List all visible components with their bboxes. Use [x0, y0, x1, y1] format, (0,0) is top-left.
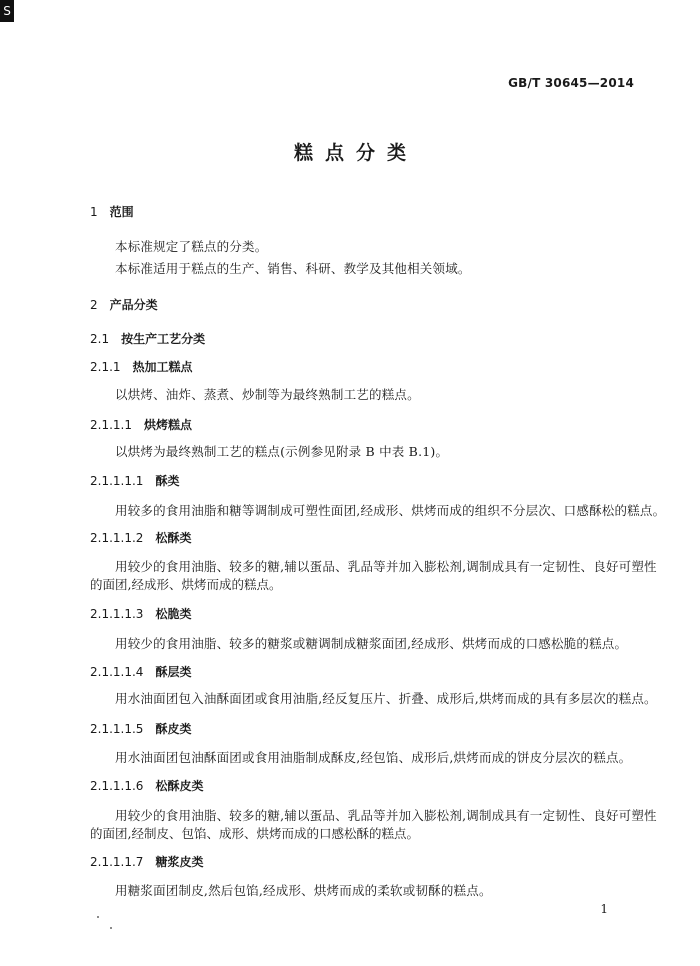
section-heading [90, 473, 179, 489]
paragraph: 以烘烤为最终熟制工艺的糕点(示例参见附录 B 中表 B.1)。 [115, 444, 449, 459]
paragraph: 用水油面团包入油酥面团或食用油脂,经反复压片、折叠、成形后,烘烤而成的具有多层次的糕点。 [115, 691, 657, 706]
section-title: 热加工糕点 [132, 360, 193, 374]
corner-badge: S [0, 0, 14, 22]
section-title: 按生产工艺分类 [121, 332, 206, 346]
paragraph-continuation: 的面团,经成形、烘烤而成的糕点。 [90, 577, 282, 592]
section-number: 2.1.1.1.4 [90, 665, 144, 679]
section-title: 糖浆皮类 [155, 855, 204, 869]
paragraph: 本标准规定了糕点的分类。 [115, 239, 268, 254]
section-number: 2.1.1.1 [90, 418, 132, 432]
section-title: 松脆类 [155, 607, 192, 621]
section-title: 酥皮类 [155, 722, 192, 736]
section-title: 烘烤糕点 [143, 418, 192, 432]
section-heading [90, 204, 134, 220]
scan-speck [110, 927, 112, 929]
section-title: 酥层类 [155, 665, 192, 679]
section-title: 酥类 [155, 474, 180, 488]
section-title: 产品分类 [109, 298, 158, 312]
section-number: 1 [90, 205, 98, 219]
section-heading [90, 778, 203, 794]
section-heading [90, 417, 192, 433]
paragraph: 用较少的食用油脂、较多的糖,辅以蛋品、乳品等并加入膨松剂,调制成具有一定韧性、良好可塑性 [115, 559, 657, 574]
paragraph: 以烘烤、油炸、蒸煮、炒制等为最终熟制工艺的糕点。 [115, 387, 420, 402]
section-heading [90, 664, 191, 680]
section-heading [90, 359, 193, 375]
standard-number: GB/T 30645—2014 [508, 76, 634, 90]
section-heading [90, 297, 158, 313]
section-number: 2.1.1.1.2 [90, 531, 144, 545]
section-heading [90, 606, 191, 622]
section-number: 2.1.1.1.6 [90, 779, 144, 793]
section-heading [90, 331, 205, 347]
paragraph: 用较多的食用油脂和糖等调制成可塑性面团,经成形、烘烤而成的组织不分层次、口感酥松的糕点。 [115, 503, 666, 518]
section-number: 2.1.1.1.5 [90, 722, 144, 736]
section-number: 2.1 [90, 332, 110, 346]
paragraph: 用较少的食用油脂、较多的糖浆或糖调制成糖浆面团,经成形、烘烤而成的口感松脆的糕点。 [115, 636, 628, 651]
section-heading [90, 721, 191, 737]
section-number: 2.1.1.1.3 [90, 607, 144, 621]
section-heading [90, 854, 203, 870]
paragraph-continuation: 的面团,经制皮、包馅、成形、烘烤而成的口感松酥的糕点。 [90, 826, 419, 841]
paragraph: 用水油面团包油酥面团或食用油脂制成酥皮,经包馅、成形后,烘烤而成的饼皮分层次的糕点。 [115, 750, 632, 765]
section-number: 2.1.1.1.7 [90, 855, 144, 869]
section-title: 范围 [109, 205, 134, 219]
section-number: 2.1.1.1.1 [90, 474, 144, 488]
section-title: 松酥皮类 [155, 779, 204, 793]
scan-speck [97, 916, 99, 918]
section-number: 2.1.1 [90, 360, 121, 374]
paragraph: 用糖浆面团制皮,然后包馅,经成形、烘烤而成的柔软或韧酥的糕点。 [115, 883, 492, 898]
section-number: 2 [90, 298, 98, 312]
paragraph: 本标准适用于糕点的生产、销售、科研、教学及其他相关领域。 [115, 261, 471, 276]
page-number: 1 [600, 902, 608, 916]
section-heading [90, 530, 191, 546]
section-title: 松酥类 [155, 531, 192, 545]
paragraph: 用较少的食用油脂、较多的糖,辅以蛋品、乳品等并加入膨松剂,调制成具有一定韧性、良好可塑性 [115, 808, 657, 823]
document-title: 糕点分类 [293, 142, 418, 164]
